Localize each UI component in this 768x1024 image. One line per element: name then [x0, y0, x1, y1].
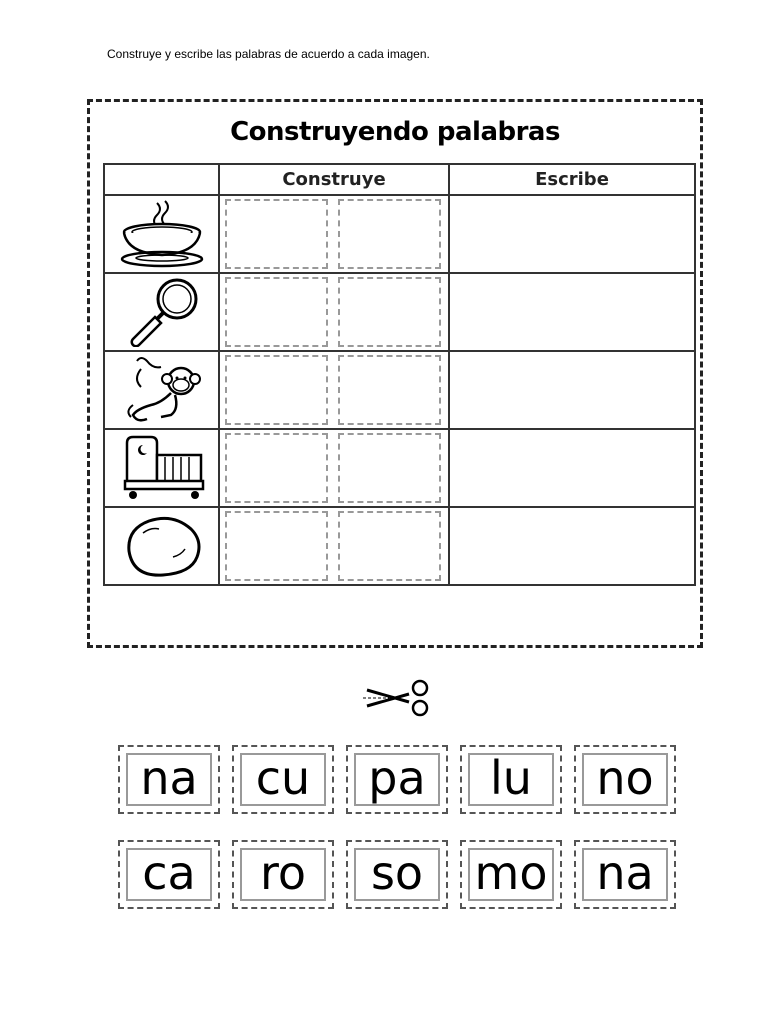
syllable-slot[interactable] — [338, 355, 441, 425]
syllable-text: no — [582, 753, 668, 806]
syllable-slot[interactable] — [225, 355, 328, 425]
escribe-cell[interactable] — [449, 195, 695, 273]
syllable-card[interactable] — [118, 840, 220, 909]
syllable-slot[interactable] — [225, 199, 328, 269]
syllable-card[interactable] — [346, 745, 448, 814]
syllable-card[interactable] — [574, 745, 676, 814]
table-header-row — [104, 164, 695, 195]
syllable-card[interactable] — [346, 840, 448, 909]
syllable-slot[interactable] — [225, 277, 328, 347]
header-image — [104, 164, 219, 195]
syllable-card[interactable] — [232, 840, 334, 909]
worksheet-title: Construyendo palabras — [230, 117, 560, 147]
word-table — [103, 163, 696, 586]
construye-cell — [219, 507, 449, 585]
construye-cell — [219, 195, 449, 273]
syllable-slot[interactable] — [225, 511, 328, 581]
syllable-text: na — [126, 753, 212, 806]
construye-cell — [219, 429, 449, 507]
syllable-slot[interactable] — [338, 199, 441, 269]
syllable-card[interactable] — [460, 745, 562, 814]
syllable-text: cu — [240, 753, 326, 806]
escribe-cell[interactable] — [449, 429, 695, 507]
crib-icon — [104, 429, 219, 507]
syllable-text: na — [582, 848, 668, 901]
syllable-slot[interactable] — [338, 433, 441, 503]
table-row — [104, 273, 695, 351]
escribe-cell[interactable] — [449, 507, 695, 585]
syllable-text: lu — [468, 753, 554, 806]
table-row — [104, 351, 695, 429]
escribe-cell[interactable] — [449, 351, 695, 429]
syllable-card[interactable] — [232, 745, 334, 814]
escribe-cell[interactable] — [449, 273, 695, 351]
syllable-card[interactable] — [118, 745, 220, 814]
header-escribe: Escribe — [449, 164, 695, 195]
construye-cell — [219, 273, 449, 351]
table-row — [104, 429, 695, 507]
table-row — [104, 195, 695, 273]
construye-cell — [219, 351, 449, 429]
monkey-icon — [104, 351, 219, 429]
instruction-text: Construye y escribe las palabras de acuerdo a cada imagen. — [107, 47, 430, 61]
syllable-slot[interactable] — [225, 433, 328, 503]
header-construye: Construye — [219, 164, 449, 195]
table-row — [104, 507, 695, 585]
magnifying-glass-icon — [104, 273, 219, 351]
worksheet-frame — [87, 99, 703, 648]
syllable-text: pa — [354, 753, 440, 806]
soup-bowl-icon — [104, 195, 219, 273]
syllable-text: ro — [240, 848, 326, 901]
syllable-slot[interactable] — [338, 511, 441, 581]
syllable-text: ca — [126, 848, 212, 901]
syllable-card[interactable] — [460, 840, 562, 909]
syllable-slot[interactable] — [338, 277, 441, 347]
syllable-card[interactable] — [574, 840, 676, 909]
scissors-icon — [363, 678, 433, 718]
syllable-text: mo — [468, 848, 554, 901]
stone-icon — [104, 507, 219, 585]
syllable-text: so — [354, 848, 440, 901]
